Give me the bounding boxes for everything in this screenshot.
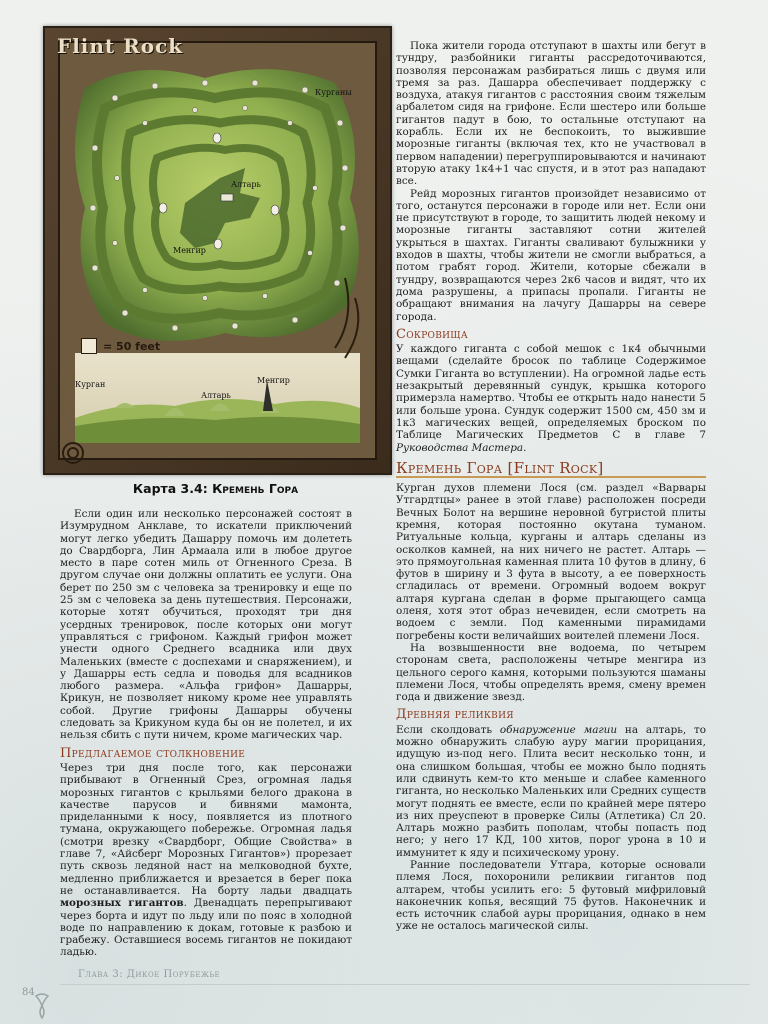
- retreat-paragraph: Пока жители города отступают в шахты или бегут в тундру, разбойники гиганты рассредоточиваются, позволяя персонажам разбираться лишь с двумя или тремя за раз. Дашарра обеспечивает поддержку с воздуха, атакуя гигантов с расстояния своим тяжелым арбалетом сидя на грифоне. Если шестеро или больше гигантов падут в бою, то остальные отступают на корабль. Если их не беспокоить, то выжившие морозные гиганты (включая тех, кто не участвовал в первом нападении) перегруппировываются и начинают вторую атаку 1к4+1 час спустя, и в этот раз нападают все.: [396, 40, 706, 188]
- caption-prefix: Карта 3.4:: [132, 481, 208, 496]
- flint-rock-paragraph-2: На возвышенности вне водоема, по четырем сторонам света, расположены четыре менгира из цельного серого камня, которыми пользуются шаманы племени Лося, чтобы определять время, смену времен года и движение звезд.: [396, 641, 706, 704]
- treasure-text-start: У каждого гиганта с собой мешок с 1к4 обычными вещами (сделайте бросок по таблице Содержимое Сумки Гиганта во вступлении). На огромной ладье есть незакрытый деревянный сундук, крышка которого примерзла намертво. Чтобы ее открыть надо нанести 5 или больше урона. Сундук содержит 1500 см, 450 зм и 1к3 магических вещей, определяемых броском по Таблице Магических Предметов С в главе 7: [396, 343, 706, 442]
- footer-divider: [60, 984, 750, 985]
- raid-paragraph: Рейд морозных гигантов произойдет независимо от того, останутся персонажи в городе или нет. Если они не присутствуют в городе, то защитить людей некому и морозные гиганты заставляют сотни жителей укрыться в шахтах. Гиганты сваливают булыжники у входов в шахты, чтобы жители не смогли выбраться, а потом грабят город. Жители, которые сбежали в тундру, возвращаются через 2к6 часов и видят, что их дома разрушены, а припасы пропали. Гиганты не обращают внимания на лачугу Дашарры на севере города.: [396, 187, 706, 323]
- right-column: [396, 40, 706, 933]
- treasure-text-end: .: [523, 441, 527, 454]
- flint-rock-heading: Кремень Гора [Flint Rock]: [396, 462, 706, 478]
- flint-rock-map: [43, 26, 392, 475]
- relic-text-start: Если сколдовать: [396, 723, 500, 736]
- map-scale: [81, 338, 160, 354]
- encounter-text-end: . Двенадцать перепрыгивают через борта и идут по льду или по пояс в холодной воде по направлению к докам, готовые к разбою и грабежу. Оставшиеся восемь гигантов не покидают ладью.: [60, 897, 352, 959]
- dnd-logo-icon: [30, 992, 54, 1020]
- encounter-heading: Предлагаемое столкновение: [60, 745, 246, 761]
- footer-chapter: Глава 3: Дикое Порубежье: [78, 969, 221, 980]
- map-scale-label: = 50 feet: [103, 339, 161, 353]
- frost-giants-bold: морозных гигантов: [60, 897, 184, 910]
- relic-heading: Древняя реликвия: [396, 707, 514, 723]
- caption-name: Кремень Гора: [212, 481, 299, 496]
- relic-paragraph-2: Ранние последователи Утгара, которые основали племя Лося, похоронили реликвии гигантов под алтарем, чтобы усилить его: 5 футовый мифриловый наконечник копья, весящий 75 футов. Наконечник и есть источник слабой ауры прорицания, однако в нем уже не осталось магической силы.: [396, 859, 706, 933]
- encounter-text-start: Через три дня после того, как персонажи прибывают в Огненный Срез, огромная ладья морозных гигантов с крыльями белого дракона в качестве парусов и бивнями мамонта, приделанными к носу, появляется из плотного тумана, окружающего побережье. Огромная ладья (смотри врезку «Свардборг, Общие Свойства» в главе 7, «Айсберг Морозных Гигантов») прорезает путь сквозь ледяной наст на мелководной бухте, медленно приближается и врезается в берег пока не останавливается. На борту ладьи двадцать: [60, 761, 352, 897]
- map-caption: [43, 481, 388, 496]
- map-label-menhir-bottom: Менгир: [257, 376, 290, 385]
- map-label-kurgany: Курганы: [315, 88, 352, 97]
- detect-magic-italic: обнаружение магии: [499, 723, 618, 736]
- intro-paragraph: Если один или несколько персонажей состоят в Изумрудном Анклаве, то искатели приключений могут легко убедить Дашарру помочь им долететь до Свардборга, Лин Армаала или в любое другое место в паре сотен миль от Огненного Среза. В другом случае они должны оплатить ее услуги. Она берет по 250 зм с человека за тренировку и еще по 25 зм с человека за день путешествия. Персонажи, которые хотят обучиться, проходят три дня усердных тренировок, после которых они могут управляться с грифоном. Каждый грифон может унести одного Среднего всадника или двух Маленьких (вместе с доспехами и снаряжением), и у Дашарры есть седла и поводья для всадников любого размера. «Альфа грифон» Дашарры, Крикун, не позволяет никому кроме нее управлять собой. Другие грифоны Дашарры обучены следовать за Крикуном куда бы он не полетел, и их нельзя сбить с пути ничем, кроме магических чар.: [60, 508, 352, 742]
- scale-square-icon: [81, 338, 97, 354]
- map-title: Flint Rock: [57, 34, 184, 58]
- flint-rock-paragraph-1: Курган духов племени Лося (см. раздел «Варвары Утгардтцы» ранее в этой главе) расположен посреди Вечных Болот на вершине неровной бугристой плиты кремня, которая постоянно окутана туманом. Ритуальные кольца, курганы и алтарь сделаны из осколков камней, на них ничего не растет. Алтарь — это прямоугольная каменная плита 10 футов в длину, 6 футов в ширину и 3 фута в высоту, а ее поверхность сгладилась от времени. Огромный водоем вокруг алтаря кургана сделан в форме прыгающего самца оленя, хотя этот образ нечевиден, если смотреть на водоем с земли. Под каменными пирамидами погребены кости величайших воителей племени Лося.: [396, 482, 706, 642]
- map-label-menhir-top: Менгир: [173, 246, 206, 255]
- map-label-altar-top: Алтарь: [231, 180, 261, 189]
- map-label-kurgan-bottom: Курган: [75, 380, 106, 389]
- treasure-heading: Сокровища: [396, 326, 468, 342]
- map-label-altar-bottom: Алтарь: [201, 391, 231, 400]
- relic-paragraph-1: [396, 724, 706, 859]
- treasure-paragraph: [396, 343, 706, 454]
- left-column: [60, 508, 352, 959]
- relic-text-end: на алтарь, то можно обнаружить слабую ауру магии прорицания, идущую из-под него. Плита весит несколько тонн, и она слишком большая, чтобы ее можно было поднять или сдвинуть кем-то кто меньше и слабее каменного гиганта, но несколько Маленьких или Средних существ могут поднять ее вместе, если по крайней мере пятеро из них преуспеют в проверке Силы (Атлетика) Сл 20. Алтарь можно разбить пополам, чтобы попасть под него; у него 17 КД, 100 хитов, порог урона в 10 и иммунитет к яду и психическому урону.: [396, 723, 707, 859]
- page-number: 84: [22, 987, 35, 998]
- dmg-italic: Руководства Мастера: [396, 441, 524, 454]
- encounter-paragraph: [60, 762, 352, 959]
